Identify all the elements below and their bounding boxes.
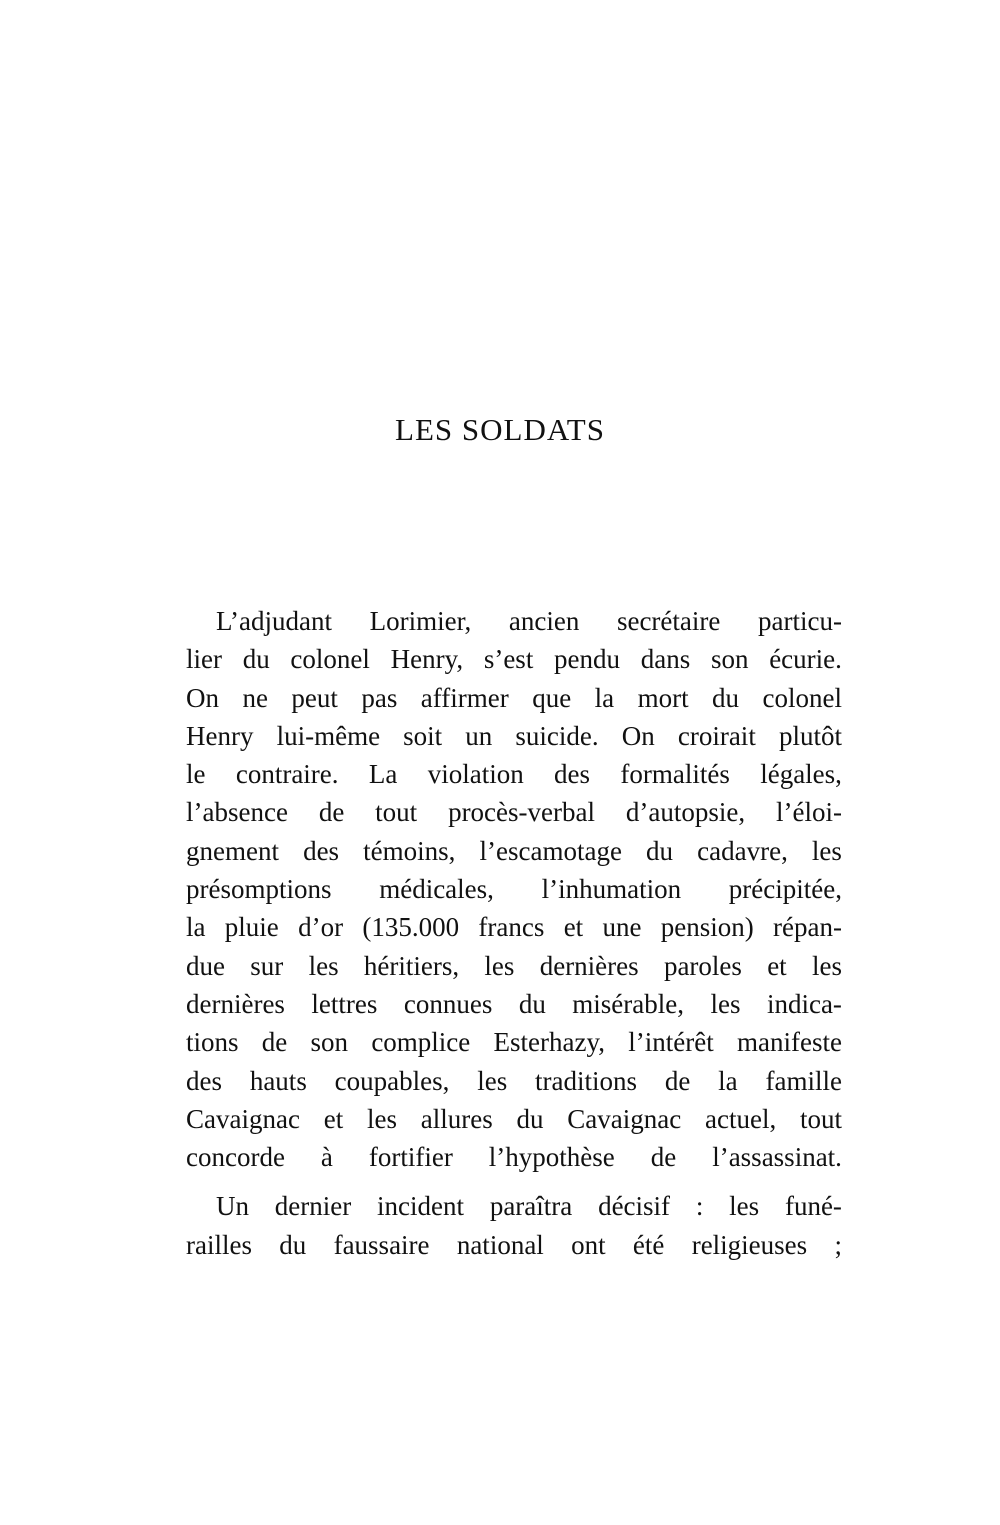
text-line [186, 1100, 842, 1138]
word: du [242, 644, 270, 675]
word: que [532, 682, 572, 713]
word: traditions [535, 1065, 638, 1096]
word: s’est [483, 644, 534, 675]
word: tout [799, 1103, 842, 1134]
word: funé- [784, 1191, 842, 1222]
word: son [710, 644, 749, 675]
word: du [646, 835, 674, 866]
word: indica- [766, 988, 842, 1019]
word: et [323, 1103, 344, 1134]
text-line [186, 908, 842, 946]
word: manifeste [737, 1027, 842, 1058]
text-line [186, 640, 842, 678]
word: religieuses [691, 1229, 808, 1260]
word: paraîtra [489, 1191, 573, 1222]
word: incident [377, 1191, 465, 1222]
word: Cavaignac [186, 1103, 300, 1134]
word: les [366, 1103, 397, 1134]
word: violation [427, 759, 524, 790]
word: Un [216, 1191, 249, 1222]
word: de [318, 797, 345, 828]
word: médicales, [379, 874, 494, 905]
word: colonel [762, 682, 842, 713]
word: concorde [186, 1142, 285, 1173]
word: croirait [677, 720, 756, 751]
word: gnement [186, 835, 279, 866]
word: mort [637, 682, 689, 713]
word: railles [186, 1229, 252, 1260]
word: de [664, 1065, 691, 1096]
text-line [186, 832, 842, 870]
word: répan- [773, 912, 842, 943]
word: Henry, [390, 644, 464, 675]
word: actuel, [704, 1103, 777, 1134]
word: famille [765, 1065, 842, 1096]
word: décisif [598, 1191, 671, 1222]
word: présomptions [186, 874, 332, 905]
word: tions [186, 1027, 239, 1058]
word: dernières [186, 988, 285, 1019]
word: On [186, 682, 219, 713]
word: l’intérêt [628, 1027, 714, 1058]
word: les [729, 1191, 760, 1222]
word: dernières [539, 950, 639, 981]
text-line [186, 1138, 842, 1176]
word: la [718, 1065, 738, 1096]
word: paroles [663, 950, 742, 981]
word: les [484, 950, 515, 981]
word: cadavre, [697, 835, 788, 866]
word: un [465, 720, 493, 751]
word: de [261, 1027, 288, 1058]
word: contraire. [235, 759, 339, 790]
word: peut [291, 682, 338, 713]
word: La [368, 759, 398, 790]
word: l’hypothèse [488, 1142, 615, 1173]
text-line [186, 793, 842, 831]
word: allures [420, 1103, 493, 1134]
word: Esterhazy, [493, 1027, 605, 1058]
word: Cavaignac [567, 1103, 682, 1134]
text-line [186, 1062, 842, 1100]
word: fortifier [368, 1142, 453, 1173]
word: formalités [620, 759, 730, 790]
word: coupables, [334, 1065, 450, 1096]
word: On [621, 720, 655, 751]
word: lettres [311, 988, 378, 1019]
word: écurie. [769, 644, 842, 675]
body-text [186, 602, 842, 1264]
word: à [320, 1142, 333, 1173]
text-line [186, 1226, 842, 1264]
word: l’éloi- [775, 797, 842, 828]
word: d’or [298, 912, 344, 943]
word: faussaire [333, 1229, 430, 1260]
word: hauts [249, 1065, 307, 1096]
word: l’absence [186, 797, 288, 828]
word: d’autopsie, [625, 797, 746, 828]
word: soit [403, 720, 443, 751]
word: complice [371, 1027, 471, 1058]
word: été [632, 1229, 665, 1260]
word: et [563, 912, 584, 943]
word: une [602, 912, 642, 943]
word: l’escamotage [479, 835, 622, 866]
word: son [310, 1027, 349, 1058]
text-line [186, 985, 842, 1023]
word: ; [834, 1229, 842, 1260]
word: Henry [186, 720, 254, 751]
word: les [477, 1065, 508, 1096]
text-line [186, 602, 842, 640]
word: pension) [660, 912, 754, 943]
word: ne [242, 682, 268, 713]
text-line [186, 717, 842, 755]
word: : [695, 1191, 704, 1222]
word: plutôt [778, 720, 842, 751]
word: national [456, 1229, 544, 1260]
word: du [712, 682, 740, 713]
word: les [710, 988, 741, 1019]
word: de [650, 1142, 677, 1173]
word: due [186, 950, 225, 981]
word: L’adjudant [216, 606, 332, 636]
word: connues [403, 988, 493, 1019]
word: (135.000 [362, 912, 460, 943]
text-line [186, 755, 842, 793]
word: Lorimier, [369, 606, 472, 636]
word: procès-verbal [448, 797, 595, 828]
word: dernier [274, 1191, 352, 1222]
text-line [186, 1187, 842, 1225]
word: secrétaire [616, 606, 721, 636]
word: légales, [760, 759, 842, 790]
word: sur [250, 950, 284, 981]
word: tout [375, 797, 418, 828]
word: la [594, 682, 615, 713]
word: les [812, 950, 842, 981]
word: du [279, 1229, 307, 1260]
word: ont [571, 1229, 606, 1260]
word: l’inhumation [541, 874, 682, 905]
word: lui-même [276, 720, 381, 751]
word: colonel [290, 644, 370, 675]
word: particu- [758, 606, 842, 636]
word: précipitée, [728, 874, 842, 905]
word: lier [186, 644, 222, 675]
word: et [767, 950, 787, 981]
word: l’assassinat. [712, 1142, 842, 1173]
word: pluie [224, 912, 279, 943]
word: dans [640, 644, 691, 675]
word: héritiers, [363, 950, 460, 981]
word: pendu [554, 644, 621, 675]
word: les [308, 950, 339, 981]
word: du [516, 1103, 544, 1134]
word: pas [361, 682, 398, 713]
word: du [518, 988, 546, 1019]
word: des [186, 1065, 222, 1096]
chapter-title: LES SOLDATS [395, 412, 605, 447]
text-line [186, 870, 842, 908]
word: affirmer [420, 682, 509, 713]
word: des [303, 835, 340, 866]
word: les [811, 835, 842, 866]
word: misérable, [572, 988, 685, 1019]
text-line [186, 947, 842, 985]
text-line [186, 1023, 842, 1061]
word: témoins, [363, 835, 456, 866]
text-line [186, 679, 842, 717]
word: suicide. [515, 720, 599, 751]
word: ancien [508, 606, 580, 636]
word: francs [478, 912, 545, 943]
word: le [186, 759, 206, 790]
word: la [186, 912, 206, 943]
word: des [554, 759, 591, 790]
